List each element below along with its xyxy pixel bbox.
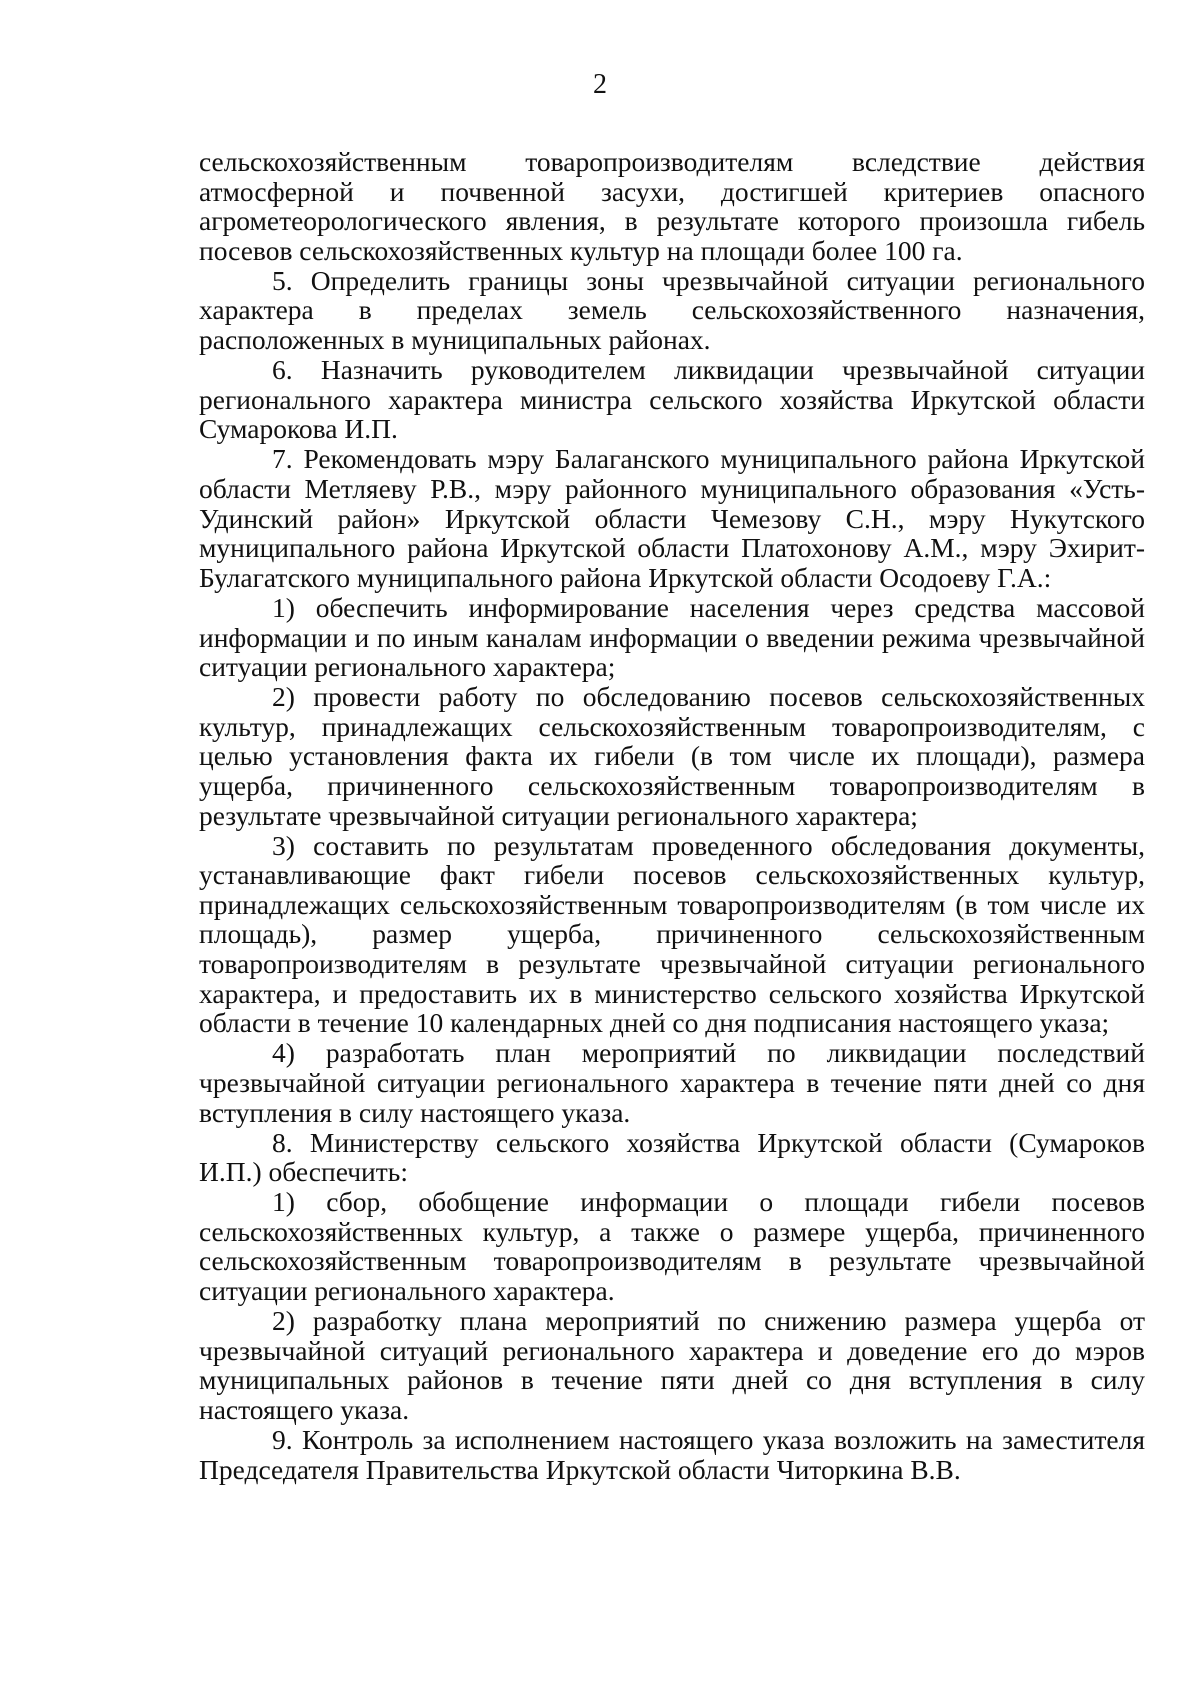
page-number: 2: [593, 69, 607, 100]
paragraph-item-7-2: 2) провести работу по обследованию посевов сельскохозяйственных культур, принадлежащих сельскохозяйственным товаропроизводителям, с целью установления факта их гибели (в том числе их площади), размера ущерба, причиненного сельскохозяйственным товаропроизводителям в результате чрезвычайной ситуации регионального характера;: [199, 681, 1145, 831]
paragraph-item-7-4: 4) разработать план мероприятий по ликвидации последствий чрезвычайной ситуации регионального характера в течение пяти дней со дня вступления в силу настоящего указа.: [199, 1037, 1145, 1128]
paragraph-item-8-1: 1) сбор, обобщение информации о площади гибели посевов сельскохозяйственных культур, а также о размере ущерба, причиненного сельскохозяйственным товаропроизводителям в результате чрезвычайной ситуации регионального характера.: [199, 1186, 1145, 1307]
document-body: [199, 147, 1145, 1484]
paragraph-item-9: 9. Контроль за исполнением настоящего указа возложить на заместителя Председателя Правительства Иркутской области Читоркина В.В.: [199, 1424, 1145, 1485]
paragraph-continuation: сельскохозяйственным товаропроизводителям вследствие действия атмосферной и почвенной засухи, достигшей критериев опасного агрометеорологического явления, в результате которого произошла гибель посевов сельскохозяйственных культур на площади более 100 га.: [199, 146, 1145, 266]
paragraph-item-6: 6. Назначить руководителем ликвидации чрезвычайной ситуации регионального характера министра сельского хозяйства Иркутской области Сумарокова И.П.: [199, 354, 1145, 445]
paragraph-item-7-1: 1) обеспечить информирование населения через средства массовой информации и по иным каналам информации о введении режима чрезвычайной ситуации регионального характера;: [199, 591, 1145, 683]
paragraph-item-7-3: 3) составить по результатам проведенного обследования документы, устанавливающие факт гибели посевов сельскохозяйственных культур, принадлежащих сельскохозяйственным товаропроизводителям (в том числе их площадь), размер ущерба, причиненного сельскохозяйственным товаропроизводителям в результате чрезвычайной ситуации регионального характера, и предоставить их в министерство сельского хозяйства Иркутской области в течение 10 календарных дней со дня подписания настоящего указа;: [199, 829, 1145, 1039]
paragraph-item-7: 7. Рекомендовать мэру Балаганского муниципального района Иркутской области Метляеву Р.В., мэру районного муниципального образования «Усть-Удинский район» Иркутской области Чемезову С.Н., мэру Нукутского муниципального района Иркутской области Платохонову А.М., мэру Эхирит-Булагатского муниципального района Иркутской области Осодоеву Г.А.:: [199, 443, 1145, 593]
paragraph-item-5: 5. Определить границы зоны чрезвычайной ситуации регионального характера в пределах земель сельскохозяйственного назначения, расположенных в муниципальных районах.: [199, 264, 1145, 356]
paragraph-item-8-2: 2) разработку плана мероприятий по снижению размера ущерба от чрезвычайной ситуаций регионального характера и доведение его до мэров муниципальных районов в течение пяти дней со дня вступления в силу настоящего указа.: [199, 1305, 1145, 1425]
paragraph-item-8: 8. Министерству сельского хозяйства Иркутской области (Сумароков И.П.) обеспечить:: [199, 1126, 1145, 1188]
